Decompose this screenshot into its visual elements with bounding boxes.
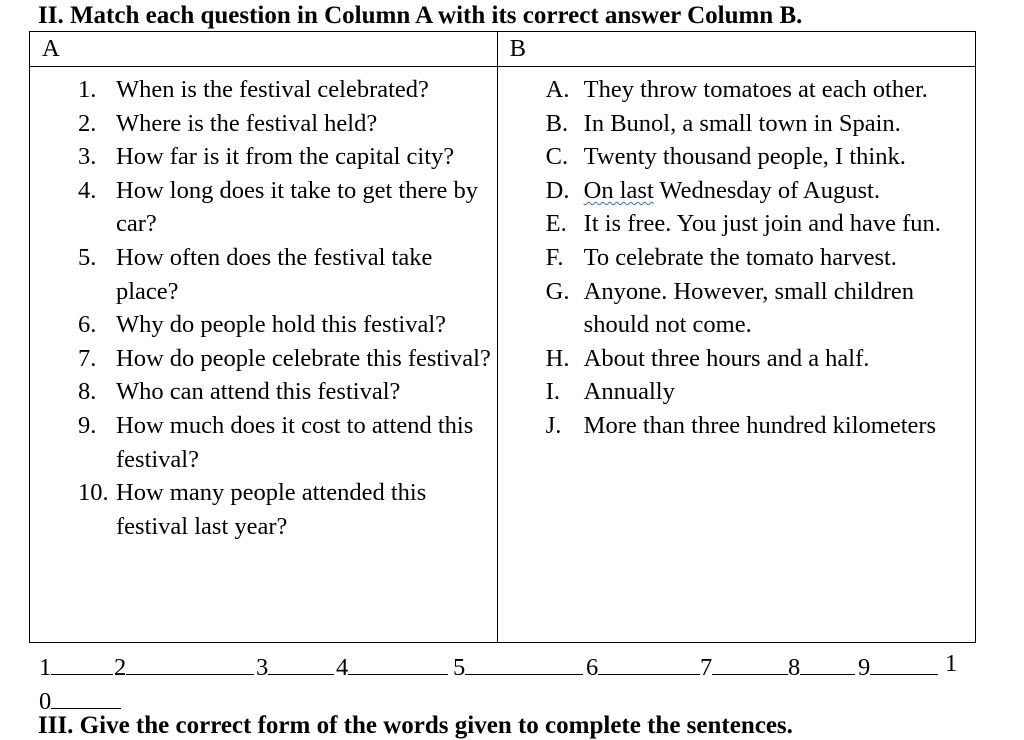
answer-item [546, 241, 976, 275]
section-title: II. Match each question in Column A with its correct answer Column B. [38, 2, 803, 29]
answer-slot-10-part1: 1 [945, 650, 958, 677]
question-number: 5. [78, 243, 97, 271]
next-section-title: III. Give the correct form of the words given to complete the sentences. [38, 712, 793, 739]
answer-item [546, 107, 976, 141]
question-number: 4. [78, 176, 97, 204]
question-number: 7. [78, 344, 97, 372]
answer-item [546, 73, 976, 107]
question-number: 8. [78, 378, 97, 406]
question-text: How much does it cost to attend this festival? [116, 411, 474, 473]
question-number: 1. [78, 76, 97, 103]
answer-list [546, 73, 976, 443]
answer-row-2 [29, 680, 989, 715]
answer-slot-6[interactable]: 6 [586, 650, 700, 682]
answer-slot-2[interactable]: 2 [114, 650, 254, 682]
question-item [78, 375, 496, 409]
answer-letter: G. [545, 277, 570, 305]
answer-letter: E. [545, 210, 567, 238]
answer-slot-9[interactable]: 9 [858, 650, 938, 682]
answer-letter: A. [545, 76, 570, 103]
answer-item [546, 140, 976, 174]
column-a-cell [30, 67, 498, 643]
answer-slot-10[interactable]: 0 [39, 684, 121, 716]
spellcheck-flagged-text: On last [583, 176, 654, 204]
answer-letter: J. [545, 411, 562, 439]
question-list [78, 73, 496, 543]
answer-slot-7[interactable]: 7 [700, 650, 788, 682]
answer-text: To celebrate the tomato harvest. [583, 243, 897, 271]
answer-letter: B. [545, 109, 569, 137]
answer-text: They throw tomatoes at each other. [583, 76, 928, 103]
answer-item [546, 342, 976, 376]
question-item [78, 140, 496, 174]
answer-letter: H. [545, 344, 570, 372]
answer-letter: I. [545, 378, 560, 406]
answer-item [546, 174, 976, 208]
answer-letter: F. [545, 243, 564, 271]
answer-text: More than three hundred kilometers [583, 411, 937, 439]
question-text: How far is it from the capital city? [116, 143, 455, 171]
answer-text: It is free. You just join and have fun. [583, 210, 941, 238]
column-b-header: B [497, 32, 975, 67]
question-number: 6. [78, 311, 97, 339]
question-item [78, 107, 496, 141]
answer-text: In Bunol, a small town in Spain. [583, 109, 901, 137]
question-number: 2. [78, 109, 97, 137]
question-item [78, 174, 496, 241]
answer-slot-5[interactable]: 5 [453, 650, 583, 682]
answer-text: Annually [583, 378, 675, 406]
question-text: Why do people hold this festival? [116, 311, 446, 339]
column-a-header: A [30, 32, 498, 67]
question-item [78, 409, 496, 476]
question-text: How often does the festival take place? [116, 243, 433, 305]
answer-item [546, 275, 976, 342]
answer-text-post: Wednesday of August. [653, 176, 880, 204]
question-text: When is the festival celebrated? [116, 76, 429, 103]
question-number: 3. [78, 143, 97, 171]
question-item [78, 476, 496, 543]
answer-item [546, 375, 976, 409]
answer-item [546, 207, 976, 241]
question-text: How long does it take to get there by car? [116, 176, 478, 238]
column-b-cell [497, 67, 975, 643]
answer-text: Twenty thousand people, I think. [583, 143, 906, 171]
question-text: How many people attended this festival last year? [116, 479, 427, 540]
matching-table [29, 31, 976, 643]
answer-text: About three hours and a half. [583, 344, 870, 372]
question-item [78, 308, 496, 342]
answer-row-1 [29, 650, 989, 680]
question-item [78, 241, 496, 308]
question-text: Where is the festival held? [116, 109, 378, 137]
answer-slot-3[interactable]: 3 [256, 650, 334, 682]
question-item [78, 342, 496, 376]
question-item [78, 73, 496, 107]
answer-letter: D. [545, 176, 570, 204]
question-text: How do people celebrate this festival? [116, 344, 491, 372]
answer-slot-4[interactable]: 4 [336, 650, 448, 682]
answer-slot-8[interactable]: 8 [788, 650, 855, 682]
answer-slot-1[interactable]: 1 [39, 650, 113, 682]
question-number: 10. [78, 479, 109, 507]
question-number: 9. [78, 411, 97, 439]
answer-line [29, 650, 989, 715]
question-text: Who can attend this festival? [116, 378, 401, 406]
answer-letter: C. [545, 143, 569, 171]
answer-text: Anyone. However, small children should not come. [583, 277, 915, 339]
answer-item [546, 409, 976, 443]
